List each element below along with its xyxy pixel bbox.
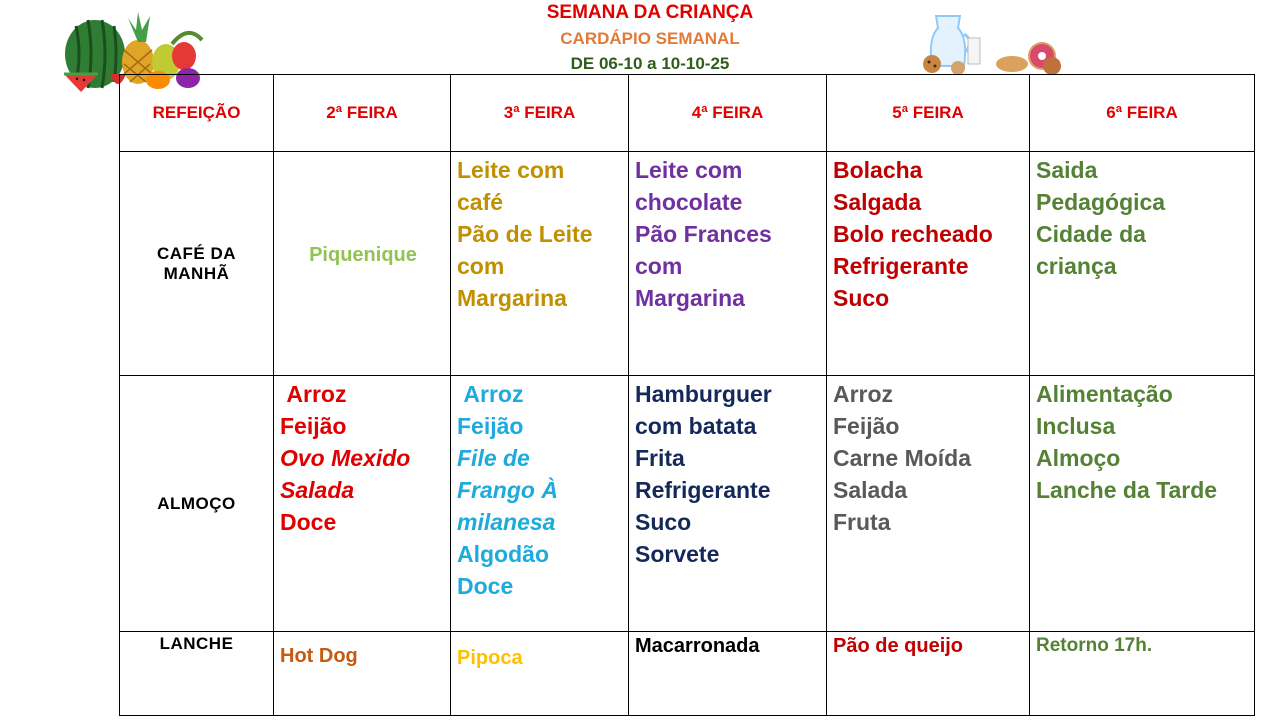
menu-item: Pão Frances <box>635 221 772 247</box>
menu-item: Fruta <box>833 509 891 535</box>
cell-snack-friday <box>1030 632 1255 716</box>
menu-item: Arroz <box>280 381 347 407</box>
header-friday: 6ª FEIRA <box>1030 75 1255 152</box>
row-label-line: CAFÉ DA <box>156 243 237 263</box>
cell-lunch-friday <box>1030 376 1255 632</box>
menu-item: Refrigerante <box>833 253 969 279</box>
menu-item: Alimentação <box>1036 381 1173 407</box>
cell-breakfast-thursday <box>827 152 1030 376</box>
menu-item: Doce <box>280 509 337 535</box>
cell-snack-thursday <box>827 632 1030 716</box>
menu-item: Hamburguer <box>635 381 772 407</box>
cell-breakfast-tuesday <box>451 152 629 376</box>
menu-item: Feijão <box>280 413 347 439</box>
header-meal: REFEIÇÃO <box>120 75 274 152</box>
menu-item: Frita <box>635 445 685 471</box>
cell-snack-wednesday <box>629 632 827 716</box>
menu-item: Feijão <box>833 413 900 439</box>
row-breakfast <box>120 152 1255 376</box>
menu-item: Refrigerante <box>635 477 771 503</box>
menu-item: Almoço <box>1036 445 1121 471</box>
header-thursday: 5ª FEIRA <box>827 75 1030 152</box>
menu-item: criança <box>1036 253 1117 279</box>
cell-lunch-wednesday <box>629 376 827 632</box>
row-label-line: LANCHE <box>159 634 234 653</box>
menu-item: Pipoca <box>457 647 523 669</box>
menu-item: Salgada <box>833 189 922 215</box>
menu-item: Margarina <box>457 285 567 311</box>
menu-item: com batata <box>635 413 757 439</box>
cell-snack-monday <box>274 632 451 716</box>
menu-item: File de <box>457 445 530 471</box>
row-lunch <box>120 376 1255 632</box>
menu-item: Salada <box>280 477 355 503</box>
menu-item: Leite com <box>635 157 743 183</box>
row-label-snack <box>120 632 274 716</box>
menu-item: café <box>457 189 504 215</box>
menu-item: com <box>457 253 505 279</box>
menu-item: Bolo recheado <box>833 221 993 247</box>
cell-lunch-tuesday <box>451 376 629 632</box>
cell-breakfast-friday <box>1030 152 1255 376</box>
row-label-breakfast <box>120 152 274 376</box>
header-monday: 2ª FEIRA <box>274 75 451 152</box>
menu-item: Margarina <box>635 285 745 311</box>
menu-item: Cidade da <box>1036 221 1146 247</box>
menu-item: Piquenique <box>309 243 417 266</box>
menu-item: Suco <box>635 509 692 535</box>
menu-item: Salada <box>833 477 908 503</box>
menu-item: Carne Moída <box>833 445 972 471</box>
row-label-line: ALMOÇO <box>157 493 236 513</box>
page-subtitle: CARDÁPIO SEMANAL <box>560 29 740 48</box>
menu-item: Doce <box>457 573 514 599</box>
page-title: SEMANA DA CRIANÇA <box>546 2 754 23</box>
header-tuesday: 3ª FEIRA <box>451 75 629 152</box>
row-snack <box>120 632 1255 716</box>
row-label-line: MANHÃ <box>163 263 230 283</box>
menu-table <box>119 74 1255 716</box>
menu-item: Algodão <box>457 541 549 567</box>
cell-breakfast-wednesday <box>629 152 827 376</box>
menu-item: Arroz <box>833 381 894 407</box>
menu-item: Suco <box>833 285 890 311</box>
row-label-lunch <box>120 376 274 632</box>
menu-item: Sorvete <box>635 541 720 567</box>
cell-lunch-thursday <box>827 376 1030 632</box>
menu-item: Saida <box>1036 157 1098 183</box>
cell-lunch-monday <box>274 376 451 632</box>
menu-item: Leite com <box>457 157 565 183</box>
menu-item: Arroz <box>457 381 524 407</box>
menu-item: chocolate <box>635 189 743 215</box>
menu-item: Pão de Leite <box>457 221 593 247</box>
header-row <box>120 75 1255 152</box>
menu-item: Pão de queijo <box>833 635 964 657</box>
menu-item: Macarronada <box>635 635 760 657</box>
date-range: DE 06-10 a 10-10-25 <box>570 54 730 73</box>
cell-breakfast-monday <box>274 152 451 376</box>
menu-item: com <box>635 253 683 279</box>
menu-item: Bolacha <box>833 157 923 183</box>
menu-item: milanesa <box>457 509 556 535</box>
menu-item: Retorno 17h. <box>1036 635 1153 656</box>
cell-snack-tuesday <box>451 632 629 716</box>
menu-item: Lanche da Tarde <box>1036 477 1218 503</box>
header-wednesday: 4ª FEIRA <box>629 75 827 152</box>
menu-item: Frango À <box>457 477 558 503</box>
milk-and-pastries-icon <box>918 8 1068 76</box>
menu-item: Hot Dog <box>280 645 358 667</box>
menu-item: Feijão <box>457 413 524 439</box>
menu-item: Pedagógica <box>1036 189 1166 215</box>
menu-item: Ovo Mexido <box>280 445 411 471</box>
menu-item: Inclusa <box>1036 413 1116 439</box>
